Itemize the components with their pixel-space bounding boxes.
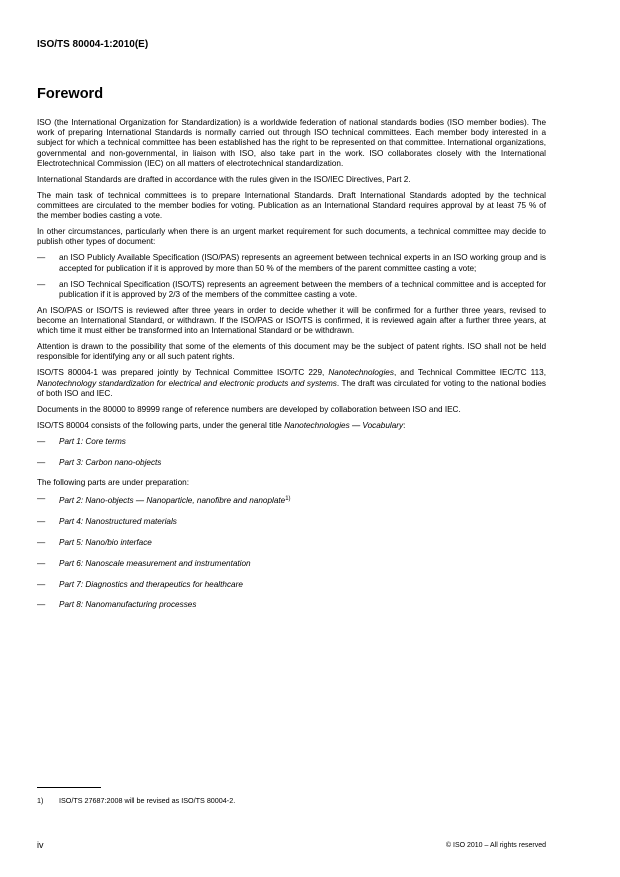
list-item-text: an ISO Technical Specification (ISO/TS) represents an agreement between the members of a technical committee and is accepted for publication if it is approved by 2/3 of the members of the committee casting a vote. — [59, 279, 546, 299]
paragraph: International Standards are drafted in accordance with the rules given in the ISO/IEC Directives, Part 2. — [37, 174, 411, 184]
document-id: ISO/TS 80004-1:2010(E) — [37, 39, 149, 50]
list-item-text: an ISO Publicly Available Specification (ISO/PAS) represents an agreement between technical experts in an ISO working group and is accepted for publication if it is approved by more than 50 % of the members of the parent committee casting a vote; — [59, 253, 546, 273]
paragraph — [37, 421, 546, 431]
list-item — [37, 517, 546, 527]
dash-marker: — — [37, 538, 46, 548]
dash-marker: — — [37, 253, 46, 263]
general-title: Nanotechnologies — Vocabulary — [284, 420, 404, 430]
dash-marker: — — [37, 436, 46, 446]
footnote-reference[interactable]: 1) — [285, 496, 291, 503]
paragraph: ISO (the International Organization for Standardization) is a worldwide federation of national standards bodies (ISO member bodies). The work of preparing International Standards is normally carried out through ISO technical committees. Each member body interested in a subject for which a technical committee has been established has the right to be represented on that committee. International organizations, governmental and non-governmental, in liaison with ISO, also take part in the work. ISO collaborates closely with the International Electrotechnical Commission (IEC) on all matters of electrotechnical standardization. — [37, 118, 546, 168]
part-title: Part 8: Nanomanufacturing processes — [59, 600, 197, 610]
text-run: : — [403, 420, 406, 430]
part-title: Part 1: Core terms — [59, 436, 126, 446]
paragraph: Attention is drawn to the possibility that some of the elements of this document may be the subject of patent rights. ISO shall not be held responsible for identifying any or all such patent rights. — [37, 342, 546, 362]
part-title: Part 3: Carbon nano-objects — [59, 457, 162, 467]
copyright-notice: © ISO 2010 – All rights reserved — [445, 842, 546, 849]
list-item — [37, 538, 546, 548]
dash-marker: — — [37, 457, 46, 467]
dash-marker: — — [37, 579, 46, 589]
part-title: Part 6: Nanoscale measurement and instrumentation — [59, 558, 251, 568]
list-item — [37, 580, 546, 590]
dash-marker: — — [37, 279, 46, 289]
committee-title: Nanotechnology standardization for electrical and electronic products and systems — [37, 378, 337, 388]
dash-marker: — — [37, 517, 46, 527]
paragraph: In other circumstances, particularly when there is an urgent market requirement for such documents, a technical committee may decide to publish other types of document: — [37, 227, 546, 247]
parts-published-list — [37, 437, 546, 468]
footnote-divider — [37, 787, 101, 788]
part-title: Part 5: Nano/bio interface — [59, 538, 152, 548]
footnote — [37, 796, 235, 805]
list-item — [37, 253, 546, 273]
text-run: ISO/TS 80004 consists of the following parts, under the general title — [37, 420, 285, 430]
paragraph: Documents in the 80000 to 89999 range of reference numbers are developed by collaboration between ISO and IEC. — [37, 404, 461, 414]
list-item — [37, 559, 546, 569]
dash-marker: — — [37, 494, 46, 504]
footnote-text: ISO/TS 27687:2008 will be revised as ISO/TS 80004-2. — [59, 796, 236, 805]
paragraph: The following parts are under preparation: — [37, 478, 190, 488]
part-title: Part 7: Diagnostics and therapeutics for healthcare — [59, 579, 243, 589]
footnote-number: 1) — [37, 796, 44, 805]
page-number: iv — [37, 840, 44, 850]
list-item — [37, 600, 546, 610]
list-item — [37, 458, 546, 468]
list-item — [37, 437, 546, 447]
committee-title: Nanotechnologies — [328, 368, 394, 378]
paragraph: The main task of technical committees is to prepare International Standards. Draft International Standards adopted by the technical committees are circulated to the member bodies for voting. Publication as an International Standard requires approval by at least 75 % of the member bodies casting a vote. — [37, 190, 546, 221]
part-title: Part 2: Nano-objects — Nanoparticle, nanofibre and nanoplate — [59, 496, 286, 506]
paragraph: An ISO/PAS or ISO/TS is reviewed after three years in order to decide whether it will be confirmed for a further three years, revised to become an International Standard, or withdrawn. If the ISO/PAS or ISO/TS is confirmed, it is reviewed again after a further three years, at which time it must either be transformed into an International Standard or be withdrawn. — [37, 305, 546, 336]
foreword-body — [37, 118, 546, 621]
list-item — [37, 280, 546, 300]
dash-marker: — — [37, 600, 46, 610]
page-title: Foreword — [37, 86, 104, 102]
dash-marker: — — [37, 558, 46, 568]
list-item — [37, 494, 546, 506]
text-run: . The draft was circulated for voting to the national bodies of both ISO and IEC. — [37, 378, 546, 398]
part-title: Part 4: Nanostructured materials — [59, 517, 177, 527]
text-run: ISO/TS 80004-1 was prepared jointly by Technical Committee ISO/TC 229, — [37, 368, 329, 378]
parts-in-preparation-list — [37, 494, 546, 610]
text-run: , and Technical Committee IEC/TC 113, — [393, 368, 546, 378]
paragraph — [37, 368, 546, 399]
